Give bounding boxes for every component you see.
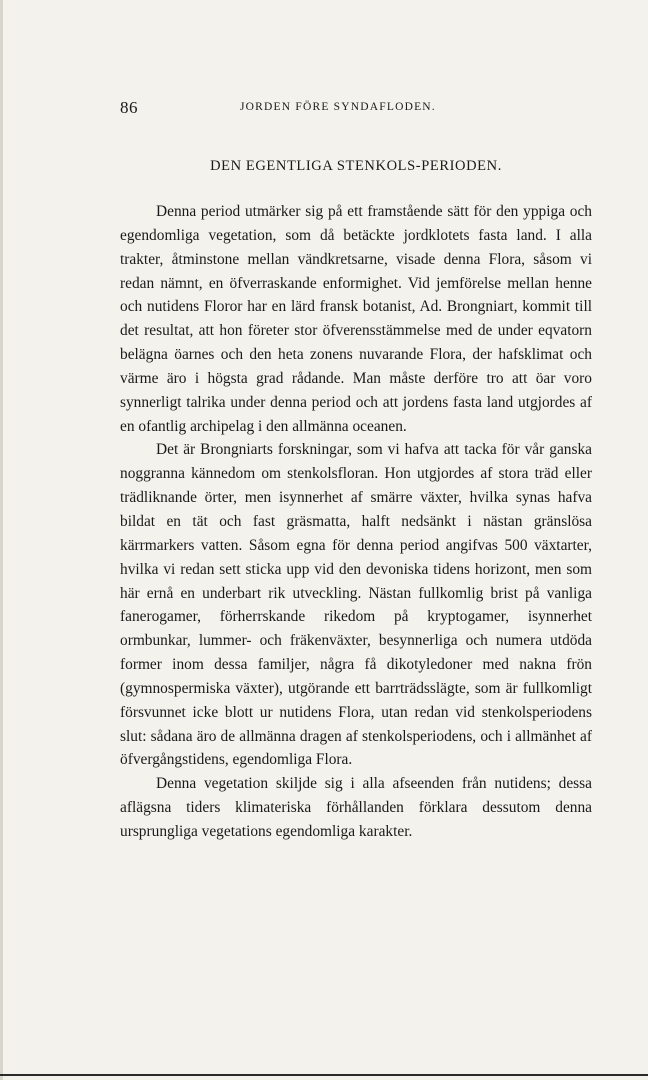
running-head bbox=[120, 98, 592, 120]
page-edge-shadow bbox=[0, 0, 3, 1080]
paragraph: Det är Brongniarts forskningar, som vi hafva att tacka för vår ganska noggranna kännedom om stenkolsfloran. Hon utgjordes af stora träd eller trädliknande örter, men isynnerhet af smärre växter, hvilka synas hafva bildat en tät och fast gräsmatta, halft nedsänkt i nästan gränslösa kärrmarkers vatten. Såsom egna för denna period angifvas 500 växtarter, hvilka vi redan sett sticka upp vid den devoniska tidens horizont, men som här ernå en underbart rik utveckling. Nästan fullkomlig brist på vanliga fanerogamer, förherrskande rikedom på kryptogamer, isynnerhet ormbunkar, lummer- och fräkenväxter, besynnerliga och numera utdöda former inom dessa familjer, några få dikotyledoner med nakna frön (gymnospermiska växter), utgörande ett barrträdsslägte, som är fullkomligt försvunnet icke blott ur nutidens Flora, utan redan vid stenkolsperiodens slut: sådana äro de allmänna dragen af stenkolsperiodens, och i allmänhet af öfvergångstidens, egendomliga Flora. bbox=[120, 441, 592, 769]
body-text bbox=[120, 200, 592, 844]
section-title: DEN EGENTLIGA STENKOLS-PERIODEN. bbox=[210, 158, 502, 174]
paragraph: Denna vegetation skiljde sig i alla afseenden från nutidens; dessa aflägsna tiders klimateriska förhållanden förklara dessutom denna ursprungliga vegetations egendomliga karakter. bbox=[120, 775, 592, 840]
bottom-rule bbox=[0, 1074, 648, 1076]
page-number: 86 bbox=[120, 98, 138, 117]
paragraph: Denna period utmärker sig på ett framstående sätt för den yppiga och egendomliga vegetation, som då betäckte jordklotets fasta land. I alla trakter, åtminstone mellan vändkretsarne, visade denna Flora, såsom vi redan nämnt, en öfverraskande enformighet. Vid jemförelse mellan henne och nutidens Floror har en lärd fransk botanist, Ad. Brongniart, kommit till det resultat, att hon företer stor öfverensstämmelse med de under eqvatorn belägna öarnes och den heta zonens nuvarande Flora, der hafsklimat och värme äro i högsta grad rådande. Man måste derföre tro att öar voro synnerligt talrika under denna period och att jordens fasta land utgjordes af en ofantlig archipelag i den allmänna oceanen. bbox=[120, 203, 592, 435]
running-title: JORDEN FÖRE SYNDAFLODEN. bbox=[240, 101, 436, 113]
